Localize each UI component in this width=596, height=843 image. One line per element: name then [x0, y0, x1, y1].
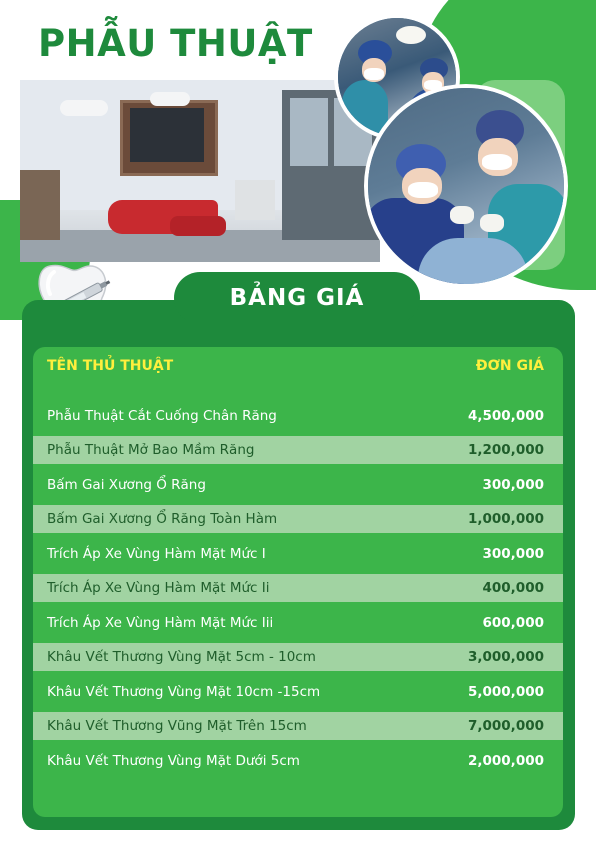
table-row: [33, 740, 563, 781]
table-row: [33, 574, 563, 602]
table-row: [33, 712, 563, 740]
procedure-name: Khâu Vết Thương Vùng Mặt Dưới 5cm: [47, 752, 300, 769]
procedure-price: 300,000: [482, 476, 544, 493]
procedure-price: 600,000: [482, 614, 544, 631]
table-row: [33, 436, 563, 464]
table-row: [33, 464, 563, 505]
procedure-price: 1,000,000: [467, 511, 544, 527]
procedure-price: 1,200,000: [467, 442, 544, 458]
procedure-price: 2,000,000: [467, 752, 544, 769]
procedure-name: Trích Áp Xe Vùng Hàm Mặt Mức Ii: [47, 580, 270, 596]
column-header-price: ĐƠN GIÁ: [475, 358, 544, 374]
procedure-name: Phẫu Thuật Mở Bao Mầm Răng: [47, 442, 255, 458]
table-row: [33, 505, 563, 533]
procedure-name: Bấm Gai Xương Ổ Răng Toàn Hàm: [47, 511, 278, 527]
procedure-name: Khâu Vết Thương Vùng Mặt 10cm -15cm: [47, 683, 321, 700]
procedure-price: 400,000: [482, 580, 544, 596]
clinic-room-photo: [20, 80, 380, 262]
procedure-name: Trích Áp Xe Vùng Hàm Mặt Mức Iii: [47, 614, 274, 631]
table-row: [33, 395, 563, 436]
procedure-price: 7,000,000: [467, 718, 544, 734]
table-row: [33, 643, 563, 671]
table-row: [33, 671, 563, 712]
procedure-name: Khâu Vết Thương Vũng Mặt Trên 15cm: [47, 718, 307, 734]
price-board-heading: BẢNG GIÁ: [174, 272, 420, 324]
procedure-name: Bấm Gai Xương Ổ Răng: [47, 476, 206, 493]
column-header-name: TÊN THỦ THUẬT: [47, 358, 174, 374]
price-rows: [33, 395, 563, 781]
procedure-name: Phẫu Thuật Cắt Cuống Chân Răng: [47, 407, 277, 424]
procedure-price: 5,000,000: [467, 683, 544, 700]
procedure-price: 300,000: [482, 545, 544, 562]
procedure-price: 4,500,000: [467, 407, 544, 424]
table-row: [33, 533, 563, 574]
surgery-photo-large: [364, 84, 568, 288]
procedure-name: Trích Áp Xe Vùng Hàm Mặt Mức I: [47, 545, 266, 562]
procedure-price: 3,000,000: [467, 649, 544, 665]
table-row: [33, 602, 563, 643]
procedure-name: Khâu Vết Thương Vùng Mặt 5cm - 10cm: [47, 649, 316, 665]
page-title: PHẪU THUẬT: [38, 22, 313, 65]
